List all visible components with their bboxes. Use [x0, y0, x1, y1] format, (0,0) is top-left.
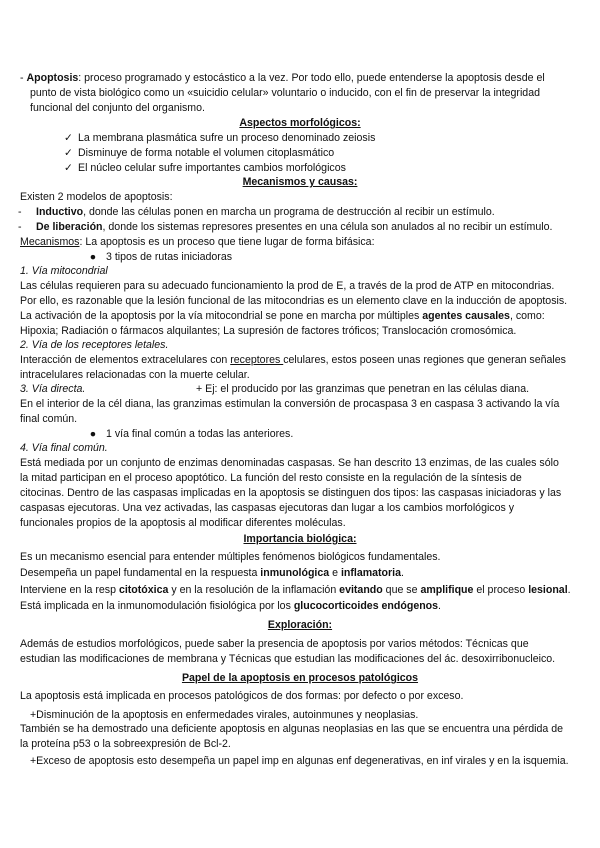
model-release: - De liberación, donde los sistemas represores presentes en una célula son anulados al no recibir un estímulo.	[18, 221, 553, 233]
mechanisms-line: Mecanismos: La apoptosis es un proceso que tiene lugar de forma bifásica:	[20, 236, 375, 248]
route-3-bullet: ● 1 vía final común a todas las anteriores.	[86, 427, 293, 442]
model-inductive: - Inductivo, donde las células ponen en marcha un programa de destrucción al recibir un estímulo.	[18, 206, 495, 218]
pathology-line: También se ha demostrado una deficiente apoptosis en algunas neoplasias en las que se encuentra una pérdida de	[20, 723, 564, 735]
route-4-line: funcionales propios de la apoptosis al modificar diferentes moléculas.	[20, 517, 346, 529]
morphology-item: ✓ El núcleo celular sufre importantes cambios morfológicos	[64, 162, 346, 174]
bullet-icon: ●	[89, 251, 97, 263]
route-2-line: intracelulares relacionadas con la muerte celular.	[20, 369, 250, 381]
route-4-line: Está mediada por un conjunto de enzimas denominadas caspasas. Se han descrito 13 enzimas, de las cuales sólo	[20, 457, 559, 469]
importance-line: Desempeña un papel fundamental en la respuesta inmunológica e inflamatoria.	[20, 567, 404, 579]
route-3-title: 3. Vía directa.	[20, 383, 86, 395]
route-1-title: 1. Vía mitocondrial	[20, 265, 108, 277]
route-3-line: final común.	[20, 413, 78, 425]
intro-line-1	[20, 71, 545, 86]
models-intro: Existen 2 modelos de apoptosis:	[20, 191, 173, 203]
exploration-line: estudian las modificaciones de membrana y Técnicas que estudian las modificaciones del ác. desoxirribonucleico.	[20, 653, 556, 665]
route-4-line: citocinas. Dentro de las caspasas implicadas en la apoptosis se distinguen dos tipos: las caspasas iniciadoras y las	[20, 487, 562, 499]
route-1-line: Las células requieren para su adecuado funcionamiento la prod de E, a través de la prod de ATP en mitocondrias.	[20, 280, 555, 292]
importance-line: Está implicada en la inmunomodulación fisiológica por los glucocorticoides endógenos.	[20, 600, 441, 612]
bullet-icon: ●	[89, 428, 97, 440]
morphology-item: ✓ La membrana plasmática sufre un proceso denominado zeiosis	[64, 132, 376, 144]
intro-line-2: punto de vista biológico como un «suicidio celular» voluntario o inducido, con el fin de preservar la integridad	[30, 87, 540, 99]
importance-line: Interviene en la resp citotóxica y en la resolución de la inflamación evitando que se amplifique el proceso lesional.	[20, 584, 571, 596]
pathology-line: +Disminución de la apoptosis en enfermedades virales, autoinmunes y neoplasias.	[30, 709, 419, 721]
route-3-aside: + Ej: el producido por las granzimas que penetran en las células diana.	[196, 383, 530, 395]
intro-line-3: funcional del conjunto del organismo.	[30, 102, 205, 114]
route-2-line: Interacción de elementos extracelulares con receptores celulares, estos poseen unas regiones que generan señales	[20, 354, 566, 366]
pathology-heading: Papel de la apoptosis en procesos patológicos	[181, 672, 419, 684]
importance-heading: Importancia biológica:	[243, 533, 357, 545]
route-2-title: 2. Vía de los receptores letales.	[20, 339, 169, 351]
importance-line: Es un mecanismo esencial para entender múltiples fenómenos biológicos fundamentales.	[20, 551, 441, 563]
morphology-item: ✓ Disminuye de forma notable el volumen citoplasmático	[64, 147, 335, 159]
route-1-line: Hipoxia; Radiación o fármacos alquilantes; La supresión de factores tróficos; Translocación cromosómica.	[20, 325, 517, 337]
route-1-line: La activación de la apoptosis por la vía mitocondrial se pone en marcha por múltiples agentes causales, como:	[20, 310, 545, 322]
exploration-heading: Exploración:	[267, 619, 333, 631]
pathology-line: La apoptosis está implicada en procesos patológicos de dos formas: por defecto o por exceso.	[20, 690, 464, 702]
check-icon: ✓	[64, 147, 73, 159]
route-3-line: En el interior de la cél diana, las granzimas estimulan la conversión de procaspasa 3 en caspasa 3 activando la vía	[20, 398, 560, 410]
route-4-line: la mitad participan en el proceso apoptótico. La función del resto consiste en la regulación de la síntesis de	[20, 472, 522, 484]
mechanisms-heading: Mecanismos y causas:	[242, 176, 358, 188]
pathology-line: +Exceso de apoptosis esto desempeña un papel imp en algunas enf degenerativas, en inf virales y en la isquemia.	[30, 755, 569, 767]
route-4-title: 4. Vía final común.	[20, 442, 108, 454]
apoptosis-term: Apoptosis	[26, 72, 79, 84]
check-icon: ✓	[64, 132, 73, 144]
exploration-line: Además de estudios morfológicos, puede saber la presencia de apoptosis por varios métodos: Técnicas que	[20, 638, 529, 650]
route-1-line: Por ello, es razonable que la lesión funcional de las mitocondrias es un elemento clave en la inducción de apoptosis.	[20, 295, 568, 307]
pathology-line: la proteína p53 o la sobreexpresión de Bcl-2.	[20, 738, 231, 750]
morphology-heading: Aspectos morfológicos:	[239, 117, 361, 129]
check-icon: ✓	[64, 162, 73, 174]
route-4-line: caspasas ejecutoras. Una vez activadas, las caspasas ejecutoras dan lugar a los cambios morfológicos y	[20, 502, 515, 514]
routes-bullet: ● 3 tipos de rutas iniciadoras	[86, 250, 232, 265]
intro-text: : proceso programado y estocástico a la vez. Por todo ello, puede entenderse la apoptosis desde el	[78, 72, 545, 84]
intro-dash: -	[20, 72, 27, 84]
